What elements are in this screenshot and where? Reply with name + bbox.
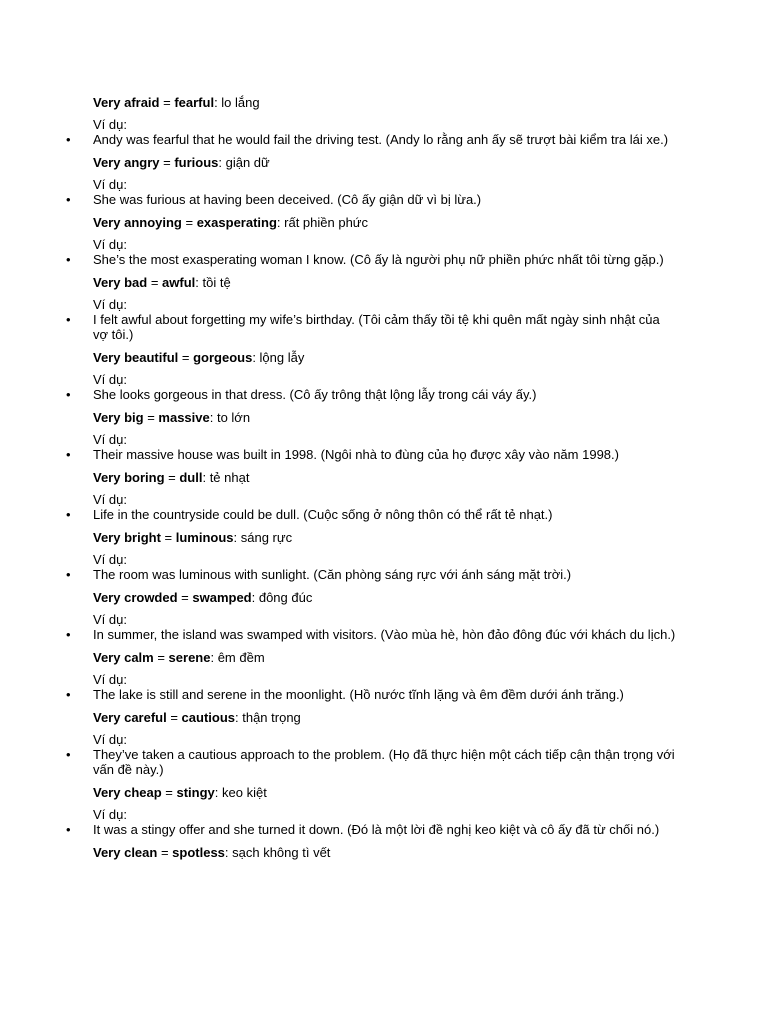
bullet-icon: • xyxy=(66,567,71,582)
entry-equals: = xyxy=(159,95,175,110)
example-text: She looks gorgeous in that dress. (Cô ấy trông thật lộng lẫy trong cái váy ấy.) xyxy=(93,387,537,402)
entry-phrase: Very clean xyxy=(93,845,158,860)
example-label: Ví dụ: xyxy=(93,807,127,822)
entry-meaning: : tẻ nhạt xyxy=(202,470,250,485)
entry-phrase: Very big xyxy=(93,410,144,425)
entry-heading xyxy=(93,154,678,171)
bullet-icon: • xyxy=(66,132,71,147)
bullet-icon: • xyxy=(66,507,71,522)
entry-heading xyxy=(93,274,678,291)
entry-phrase: Very cheap xyxy=(93,785,162,800)
list-item xyxy=(93,844,678,861)
entry-equals: = xyxy=(147,275,163,290)
example-sentence xyxy=(66,132,678,147)
entry-word: fearful xyxy=(174,95,215,110)
entry-meaning: : keo kiệt xyxy=(214,785,267,800)
entry-meaning: : sáng rực xyxy=(233,530,293,545)
entry-equals: = xyxy=(181,215,197,230)
example-label: Ví dụ: xyxy=(93,237,127,252)
list-item xyxy=(66,589,678,642)
example-label: Ví dụ: xyxy=(93,117,127,132)
example-sentence xyxy=(66,507,678,522)
example-text: Andy was fearful that he would fail the driving test. (Andy lo rằng anh ấy sẽ trượt bài kiểm tra lái xe.) xyxy=(93,132,669,147)
entry-word: furious xyxy=(174,155,219,170)
list-item xyxy=(66,649,678,702)
example-sentence xyxy=(66,627,678,642)
entry-word: luminous xyxy=(175,530,234,545)
list-item xyxy=(66,274,678,342)
list-item xyxy=(66,529,678,582)
entry-word: exasperating xyxy=(196,215,277,230)
entry-meaning: : lo lắng xyxy=(214,95,260,110)
entry-equals: = xyxy=(177,590,193,605)
entry-equals: = xyxy=(157,845,173,860)
example-text: Their massive house was built in 1998. (Ngôi nhà to đùng của họ được xây vào năm 1998.) xyxy=(93,447,619,462)
example-sentence xyxy=(66,387,678,402)
list-item xyxy=(66,409,678,462)
bullet-icon: • xyxy=(66,747,71,762)
example-sentence xyxy=(66,822,678,837)
list-item xyxy=(66,154,678,207)
example-text: I felt awful about forgetting my wife’s birthday. (Tôi cảm thấy tồi tệ khi quên mất ngày sinh nhật của vợ tôi.) xyxy=(93,312,660,342)
entry-heading xyxy=(93,469,678,486)
entry-phrase: Very afraid xyxy=(93,95,160,110)
bullet-icon: • xyxy=(66,447,71,462)
entry-phrase: Very bad xyxy=(93,275,148,290)
example-sentence xyxy=(66,252,678,267)
entry-equals: = xyxy=(160,530,176,545)
entry-phrase: Very boring xyxy=(93,470,165,485)
bullet-icon: • xyxy=(66,387,71,402)
example-text: She’s the most exasperating woman I know. (Cô ấy là người phụ nữ phiền phức nhất tôi từng gặp.) xyxy=(93,252,664,267)
list-item xyxy=(66,349,678,402)
entry-heading xyxy=(93,94,678,111)
example-text: They’ve taken a cautious approach to the problem. (Họ đã thực hiện một cách tiếp cận thận trọng với vấn đề này.) xyxy=(93,747,675,777)
entry-meaning: : lộng lẫy xyxy=(252,350,305,365)
entry-heading xyxy=(93,529,678,546)
entry-phrase: Very crowded xyxy=(93,590,178,605)
entry-meaning: : êm đềm xyxy=(210,650,265,665)
example-label: Ví dụ: xyxy=(93,432,127,447)
entry-heading xyxy=(93,214,678,231)
entry-equals: = xyxy=(166,710,182,725)
entry-phrase: Very beautiful xyxy=(93,350,179,365)
example-label: Ví dụ: xyxy=(93,177,127,192)
example-label: Ví dụ: xyxy=(93,372,127,387)
entry-word: cautious xyxy=(181,710,236,725)
entry-heading xyxy=(93,709,678,726)
entry-heading xyxy=(93,844,678,861)
bullet-icon: • xyxy=(66,252,71,267)
entry-phrase: Very bright xyxy=(93,530,161,545)
bullet-icon: • xyxy=(66,822,71,837)
bullet-icon: • xyxy=(66,687,71,702)
example-label: Ví dụ: xyxy=(93,552,127,567)
example-label: Ví dụ: xyxy=(93,672,127,687)
bullet-icon: • xyxy=(66,312,71,327)
entry-phrase: Very calm xyxy=(93,650,154,665)
entry-meaning: : đông đúc xyxy=(251,590,313,605)
example-text: It was a stingy offer and she turned it down. (Đó là một lời đề nghị keo kiệt và cô ấy đã từ chối nó.) xyxy=(93,822,660,837)
example-text: The lake is still and serene in the moonlight. (Hồ nước tĩnh lặng và êm đềm dưới ánh trăng.) xyxy=(93,687,624,702)
entry-phrase: Very angry xyxy=(93,155,160,170)
entry-heading xyxy=(93,649,678,666)
vocabulary-list xyxy=(66,94,678,861)
example-label: Ví dụ: xyxy=(93,297,127,312)
entry-equals: = xyxy=(164,470,180,485)
entry-word: spotless xyxy=(172,845,225,860)
entry-meaning: : sạch không tì vết xyxy=(224,845,331,860)
example-sentence xyxy=(66,447,678,462)
entry-meaning: : rất phiền phức xyxy=(276,215,368,230)
entry-equals: = xyxy=(161,785,177,800)
list-item xyxy=(66,214,678,267)
entry-phrase: Very careful xyxy=(93,710,167,725)
entry-heading xyxy=(93,589,678,606)
list-item xyxy=(66,709,678,777)
example-label: Ví dụ: xyxy=(93,612,127,627)
example-sentence xyxy=(66,687,678,702)
entry-heading xyxy=(93,784,678,801)
example-text: The room was luminous with sunlight. (Căn phòng sáng rực với ánh sáng mặt trời.) xyxy=(93,567,572,582)
example-label: Ví dụ: xyxy=(93,732,127,747)
list-item xyxy=(66,469,678,522)
entry-phrase: Very annoying xyxy=(93,215,182,230)
example-text: She was furious at having been deceived. (Cô ấy giận dữ vì bị lừa.) xyxy=(93,192,482,207)
example-text: Life in the countryside could be dull. (Cuộc sống ở nông thôn có thể rất tẻ nhạt.) xyxy=(93,507,553,522)
entry-heading xyxy=(93,349,678,366)
entry-word: serene xyxy=(168,650,211,665)
entry-word: dull xyxy=(179,470,203,485)
bullet-icon: • xyxy=(66,192,71,207)
entry-word: swamped xyxy=(192,590,252,605)
example-text: In summer, the island was swamped with visitors. (Vào mùa hè, hòn đảo đông đúc với khách du lịch.) xyxy=(93,627,676,642)
entry-equals: = xyxy=(153,650,169,665)
example-label: Ví dụ: xyxy=(93,492,127,507)
entry-word: stingy xyxy=(176,785,215,800)
example-sentence xyxy=(66,747,678,777)
entry-word: awful xyxy=(162,275,196,290)
entry-equals: = xyxy=(178,350,194,365)
example-sentence xyxy=(66,192,678,207)
entry-equals: = xyxy=(159,155,175,170)
list-item xyxy=(66,784,678,837)
entry-meaning: : tồi tệ xyxy=(195,275,231,290)
example-sentence xyxy=(66,312,678,342)
list-item xyxy=(66,94,678,147)
entry-equals: = xyxy=(143,410,159,425)
entry-heading xyxy=(93,409,678,426)
example-sentence xyxy=(66,567,678,582)
entry-word: massive xyxy=(158,410,210,425)
entry-meaning: : to lớn xyxy=(209,410,251,425)
entry-meaning: : giận dữ xyxy=(218,155,270,170)
entry-meaning: : thận trọng xyxy=(235,710,301,725)
bullet-icon: • xyxy=(66,627,71,642)
entry-word: gorgeous xyxy=(193,350,253,365)
